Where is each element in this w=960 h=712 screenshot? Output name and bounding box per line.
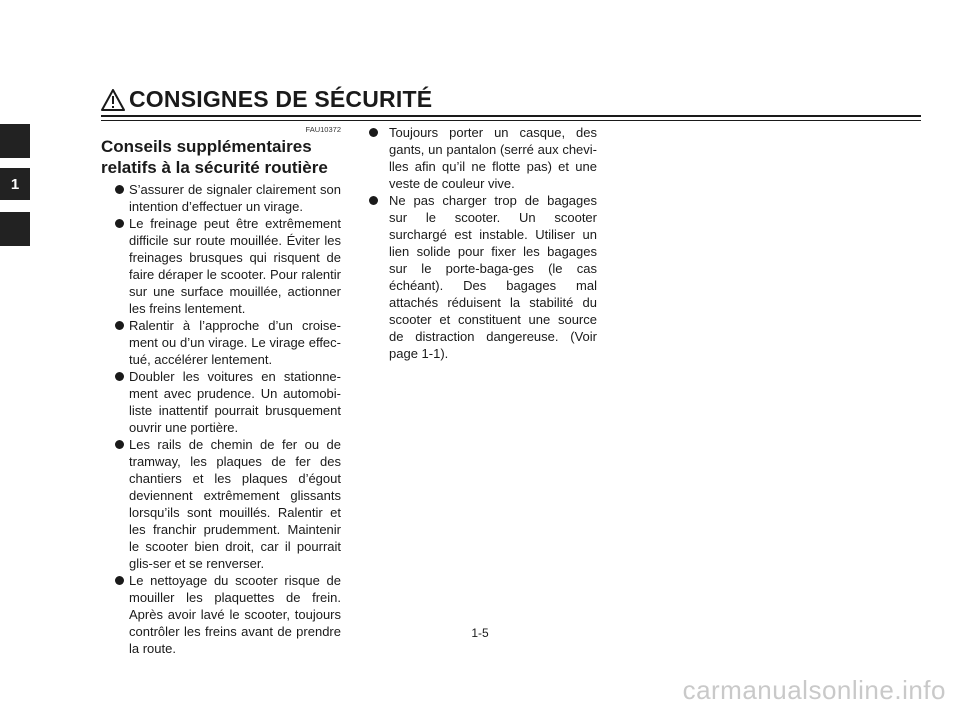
list-item-text: Toujours porter un casque, des gants, un pantalon (serré aux chevi-lles afin qu’il ne flotte pas) et une veste de couleur vive. (389, 125, 597, 191)
header-rule-thin (101, 120, 921, 121)
section-code: FAU10372 (305, 125, 341, 134)
bullet-list-left (101, 181, 341, 657)
list-item-text: Le nettoyage du scooter risque de mouiller les plaquettes de frein. Après avoir lavé le scooter, toujours contrôler les freins avant de prendre la route. (129, 573, 341, 656)
bullet-icon (115, 576, 124, 585)
list-item (101, 215, 341, 317)
list-item-text: Ne pas charger trop de bagages sur le scooter. Un scooter surchargé est instable. Utiliser un lien solide pour fixer les bagages sur le porte-baga-ges (le cas échéant). Des bagages mal attachés réduisent la stabilité du scooter et constituent une source de distraction dangereuse. (Voir page 1-1). (389, 193, 597, 361)
bullet-icon (369, 128, 378, 137)
list-item-text: S’assurer de signaler clairement son intention d’effectuer un virage. (129, 182, 341, 214)
right-column (367, 124, 597, 362)
left-column (101, 124, 341, 657)
header-rule (101, 115, 921, 117)
list-item (367, 124, 597, 192)
list-item (101, 317, 341, 368)
page-number: 1-5 (471, 626, 489, 640)
chapter-tab-stub-bottom (0, 212, 30, 246)
bullet-icon (369, 196, 378, 205)
bullet-icon (115, 185, 124, 194)
list-item (101, 436, 341, 572)
bullet-icon (115, 372, 124, 381)
section-title: Conseils supplémentaires relatifs à la sécurité routière (101, 137, 328, 177)
warning-triangle-icon (101, 89, 125, 111)
list-item (101, 368, 341, 436)
bullet-icon (115, 219, 124, 228)
list-item-text: Ralentir à l’approche d’un croise-ment ou d’un virage. Le virage effec-tué, accélérer lentement. (129, 318, 341, 367)
list-item-text: Les rails de chemin de fer ou de tramway, les plaques de fer des chantiers et les plaques d’égout deviennent extrêmement glissants lorsqu’ils sont mouillés. Ralentir et les franchir prudemment. Maintenir le scooter bien droit, car il pourrait glis-ser et se renverser. (129, 437, 341, 571)
list-item (101, 572, 341, 657)
bullet-list-right (367, 124, 597, 362)
bullet-icon (115, 440, 124, 449)
watermark: carmanualsonline.info (682, 675, 946, 705)
page-header (101, 86, 432, 113)
chapter-tab (0, 168, 30, 200)
list-item (367, 192, 597, 362)
list-item-text: Doubler les voitures en stationne-ment avec prudence. Un automobi-liste inattentif pourrait brusquement ouvrir une portière. (129, 369, 341, 435)
chapter-tab-stub-top (0, 124, 30, 158)
chapter-tab-label: 1 (10, 175, 20, 193)
list-item-text: Le freinage peut être extrêmement difficile sur route mouillée. Éviter les freinages brusques qui risquent de faire déraper le scooter. Pour ralentir sur une surface mouillée, actionner les freins lentement. (129, 216, 341, 316)
page-title: CONSIGNES DE SÉCURITÉ (129, 86, 433, 112)
list-item (101, 181, 341, 215)
bullet-icon (115, 321, 124, 330)
